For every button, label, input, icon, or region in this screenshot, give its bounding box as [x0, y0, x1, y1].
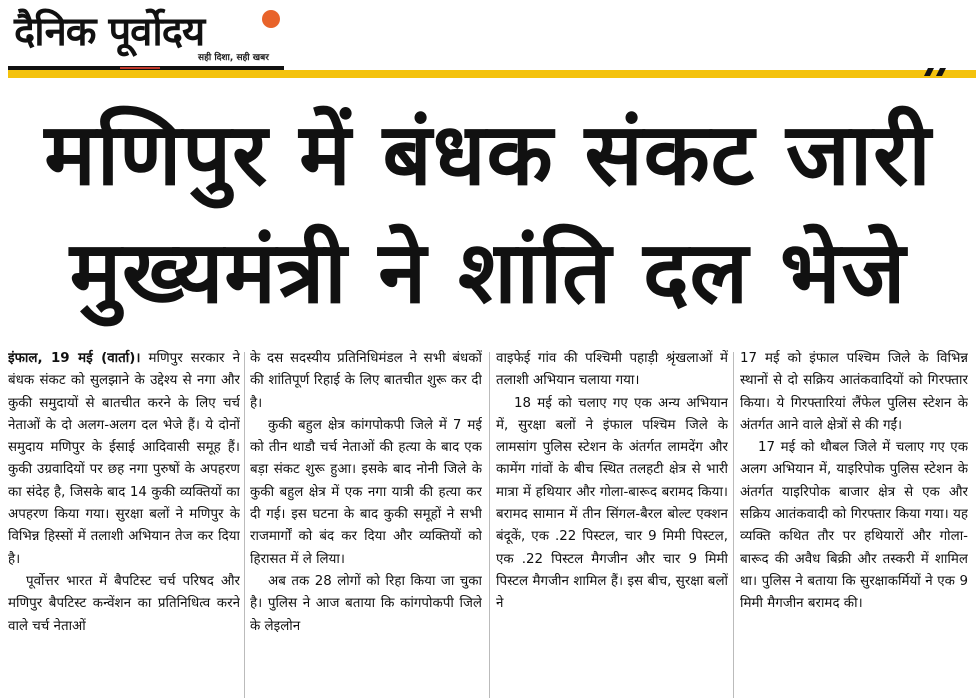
column-divider [244, 352, 245, 698]
article-paragraph [8, 348, 240, 571]
article-paragraph: कुकी बहुल क्षेत्र कांगपोकपी जिले में 7 मई को तीन थाडौ चर्च नेताओं की हत्या के बाद एक बड़ा संकट शुरू हुआ। इसके बाद नोनी जिले के कुकी बहुल क्षेत्र में एक नगा यात्री की हत्या कर दी गई। इस घटना के बाद कुकी समूहों ने सभी राजमार्गों को बंद कर दिया और व्यक्तियों को हिरासत में ले लिया। [250, 417, 482, 567]
newspaper-logo: दैनिक पूर्वोदय [14, 9, 205, 55]
article-paragraph: अब तक 28 लोगों को रिहा किया जा चुका है। पुलिस ने आज बताया कि कांगपोकपी जिले के लेइलोन [250, 573, 482, 634]
article-column-1 [8, 348, 240, 698]
header-bar-left [8, 70, 284, 78]
dateline: इंफाल, 19 मई (वार्ता)। [8, 351, 141, 366]
article-column-3 [496, 348, 728, 698]
article-paragraph: वाइफेई गांव की पश्चिमी पहाड़ी श्रृंखलाओं में तलाशी अभियान चलाया गया। [496, 351, 728, 389]
article-paragraph: 17 मई को इंफाल पश्चिम जिले के विभिन्न स्थानों से दो सक्रिय आतंकवादियों को गिरफ्तार किया। ये गिरफ्तारियां लैंफेल पुलिस स्टेशन के अंतर्गत आने वाले क्षेत्रों से की गईं। [740, 351, 968, 433]
article-paragraph: 17 मई को थौबल जिले में चलाए गए एक अलग अभियान में, याइरिपोक पुलिस स्टेशन के अंतर्गत याइरिपोक बाजार क्षेत्र से एक और सक्रिय आतंकवादी को गिरफ्तार किया गया। यह व्यक्ति कथित तौर पर हथियारों और गोला-बारूद की अवैध बिक्री और तस्करी में शामिल था। पुलिस ने बताया कि सुरक्षाकर्मियों ने एक 9 मिमी मैगजीन बरामद की। [740, 440, 968, 612]
article-column-4 [740, 348, 968, 698]
article-paragraph: पूर्वोत्तर भारत में बैपटिस्ट चर्च परिषद और मणिपुर बैपटिस्ट कन्वेंशन का प्रतिनिधित्व करने वाले चर्च नेताओं [8, 573, 240, 634]
column-divider [489, 352, 490, 698]
logo-underline-accent [120, 67, 160, 69]
article-paragraph: के दस सदस्यीय प्रतिनिधिमंडल ने सभी बंधकों की शांतिपूर्ण रिहाई के लिए बातचीत शुरू कर दी है। [250, 351, 482, 411]
paragraph-text: मणिपुर सरकार ने बंधक संकट को सुलझाने के उद्देश्य से नगा और कुकी समुदायों से बातचीत करने के लिए चर्च नेताओं के दो अलग-अलग दल भेजे हैं। ये दोनों समुदाय मणिपुर के ईसाई आदिवासी समूह हैं। कुकी उग्रवादियों पर छह नगा पुरुषों के अपहरण का संदेह है, जिसके बाद 14 कुकी व्यक्तियों का अपहरण किया गया। सुरक्षा बलों ने मणिपुर के विभिन्न हिस्सों में तलाशी अभियान तेज कर दिया है। [8, 351, 240, 567]
corner-mark-icon [924, 66, 954, 78]
article-paragraph: 18 मई को चलाए गए एक अन्य अभियान में, सुरक्षा बलों ने इंफाल पश्चिम जिले के लामसांग पुलिस स्टेशन के अंतर्गत लामदेंग और कामेंग गांवों के बीच स्थित तलहटी क्षेत्र से भारी मात्रा में हथियार और गोला-बारूद बरामद किया। बरामद सामान में तीन सिंगल-बैरल बोल्ट एक्शन बंदूकें, एक .22 पिस्टल, चार 9 मिमी पिस्टल, एक .22 पिस्टल मैगजीन और चार 9 मिमी पिस्टल मैगजीन शामिल हैं। इस बीच, सुरक्षा बलों ने [496, 395, 728, 612]
headline-line-1: मणिपुर में बंधक संकट जारी [44, 105, 932, 205]
headline-line-2: मुख्यमंत्री ने शांति दल भेजे [69, 223, 907, 323]
column-divider [733, 352, 734, 698]
logo-dot-icon [262, 10, 280, 28]
article-column-2 [250, 348, 482, 698]
tagline: सही दिशा, सही खबर [198, 53, 269, 63]
masthead [0, 0, 976, 78]
header-bar [284, 70, 976, 78]
